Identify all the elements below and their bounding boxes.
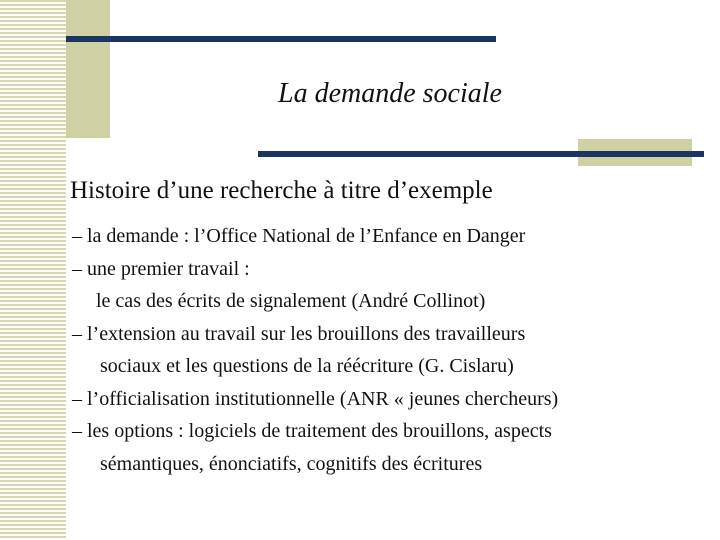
bullet-list [72, 220, 712, 480]
bullet-line: – les options : logiciels de traitement des brouillons, aspects [72, 420, 552, 442]
top-accent-bar [66, 36, 496, 42]
bullet-continuation-line: sociaux et les questions de la réécriture (G. Cislaru) [100, 355, 514, 377]
left-stripe-decoration [0, 0, 66, 540]
bullet-line: – une premier travail : [72, 257, 250, 280]
bottom-accent-bar [258, 151, 704, 157]
bullet-line: – la demande : l’Office National de l’Enfance en Danger [72, 225, 526, 247]
slide-heading: Histoire d’une recherche à titre d’exemple [70, 177, 493, 204]
bullet-line: – l’extension au travail sur les brouillons des travailleurs [72, 322, 526, 345]
slide-title: La demande sociale [278, 78, 502, 109]
top-khaki-block [66, 0, 110, 138]
bullet-continuation-line: le cas des écrits de signalement (André Collinot) [96, 290, 486, 312]
bullet-line: – l’officialisation institutionnelle (ANR « jeunes chercheurs) [72, 387, 559, 410]
bullet-continuation-line: sémantiques, énonciatifs, cognitifs des écritures [100, 452, 483, 475]
